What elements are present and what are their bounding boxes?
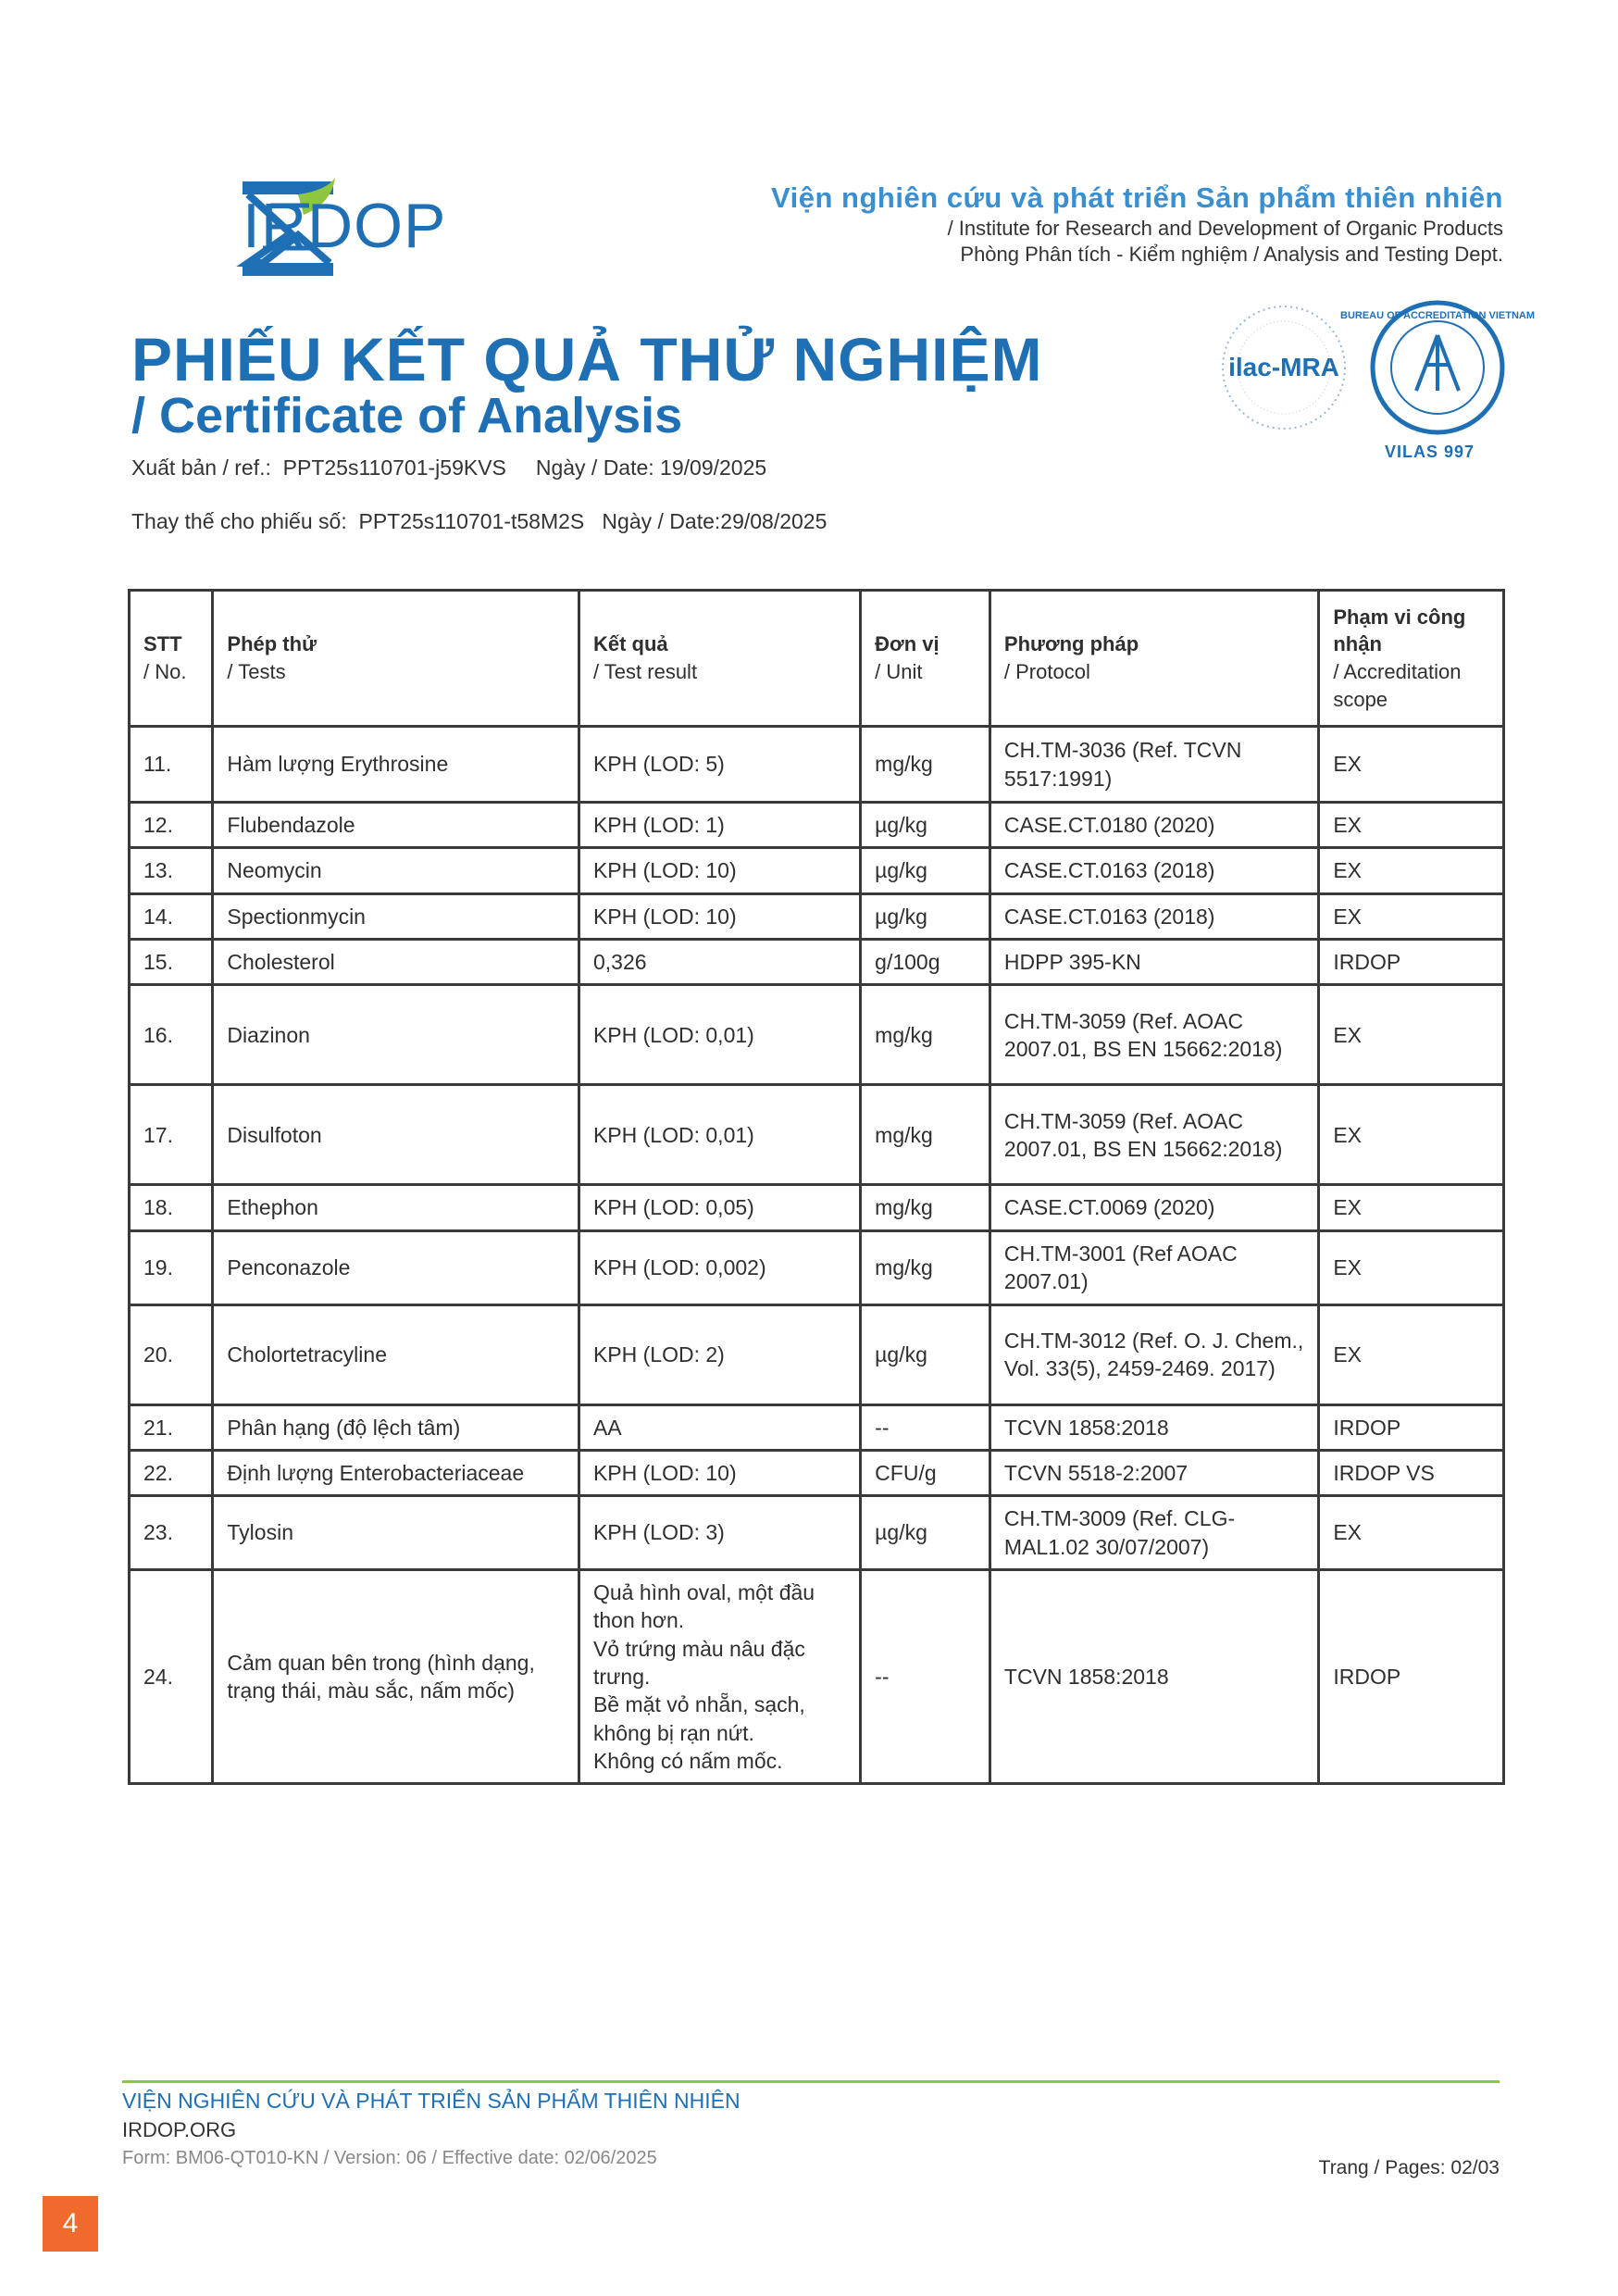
cell-result: KPH (LOD: 10) [579,848,860,893]
cell-result: KPH (LOD: 2) [579,1304,860,1404]
cell-test: Neomycin [213,848,579,893]
cell-unit: mg/kg [861,727,990,803]
cell-unit: µg/kg [861,893,990,939]
cell-test: Flubendazole [213,803,579,848]
footer-institute: VIỆN NGHIÊN CỨU VÀ PHÁT TRIỂN SẢN PHẨM THIÊN NHIÊN [122,2089,741,2113]
cell-scope: EX [1319,803,1504,848]
cell-test: Cholesterol [213,940,579,985]
cell-protocol: CASE.CT.0163 (2018) [989,893,1318,939]
table-row [130,1230,1504,1304]
table-row [130,1185,1504,1230]
cell-no: 22. [130,1450,213,1495]
cell-test: Spectionmycin [213,893,579,939]
document-title-vi: PHIẾU KẾT QUẢ THỬ NGHIỆM [131,325,1043,393]
cell-result: Quả hình oval, một đầu thon hơn. Vỏ trứng màu nâu đặc trưng. Bề mặt vỏ nhẵn, sạch, không bị rạn nứt. Không có nấm mốc. [579,1569,860,1784]
cell-protocol: TCVN 1858:2018 [989,1404,1318,1450]
ilac-mra-seal [1218,302,1350,433]
institute-block [771,181,1503,267]
cell-scope: IRDOP [1319,1569,1504,1784]
cell-test: Phân hạng (độ lệch tâm) [213,1404,579,1450]
cell-unit: CFU/g [861,1450,990,1495]
cell-result: KPH (LOD: 5) [579,727,860,803]
replacement-reference: Thay thế cho phiếu số: PPT25s110701-t58M2S Ngày / Date:29/08/2025 [131,509,828,533]
vilas-number: VILAS 997 [1385,443,1475,461]
cell-protocol: CH.TM-3012 (Ref. O. J. Chem., Vol. 33(5), 2459-2469. 2017) [989,1304,1318,1404]
cell-protocol: CASE.CT.0180 (2020) [989,803,1318,848]
svg-text:ilac-MRA: ilac-MRA [1228,353,1339,381]
cell-no: 17. [130,1085,213,1185]
cell-unit: -- [861,1404,990,1450]
page-number: Trang / Pages: 02/03 [1318,2157,1500,2178]
cell-no: 18. [130,1185,213,1230]
cell-protocol: CH.TM-3001 (Ref AOAC 2007.01) [989,1230,1318,1304]
results-table [128,589,1505,1785]
cell-protocol: TCVN 1858:2018 [989,1569,1318,1784]
table-row [130,848,1504,893]
cell-scope: EX [1319,985,1504,1085]
boa-accreditation-seal [1339,298,1536,437]
cell-no: 14. [130,893,213,939]
cell-no: 15. [130,940,213,985]
svg-text:BUREAU OF ACCREDITATION VIETNA: BUREAU OF ACCREDITATION VIETNAM [1339,310,1536,321]
cell-result: KPH (LOD: 0,01) [579,985,860,1085]
table-row [130,1450,1504,1495]
cell-test: Diazinon [213,985,579,1085]
cell-protocol: CH.TM-3009 (Ref. CLG-MAL1.02 30/07/2007) [989,1496,1318,1570]
cell-unit: µg/kg [861,848,990,893]
cell-no: 16. [130,985,213,1085]
cell-result: KPH (LOD: 10) [579,1450,860,1495]
institute-name-en: / Institute for Research and Development of Organic Products [947,217,1503,240]
cell-scope: EX [1319,1085,1504,1185]
cell-protocol: CH.TM-3059 (Ref. AOAC 2007.01, BS EN 15662:2018) [989,985,1318,1085]
cell-protocol: CH.TM-3059 (Ref. AOAC 2007.01, BS EN 15662:2018) [989,1085,1318,1185]
cell-result: 0,326 [579,940,860,985]
header-unit: Đơn vị / Unit [861,591,990,727]
cell-unit: mg/kg [861,985,990,1085]
document-title-en: / Certificate of Analysis [131,388,683,443]
institute-name-vi: Viện nghiên cứu và phát triển Sản phẩm thiên nhiên [771,181,1503,214]
cell-protocol: HDPP 395-KN [989,940,1318,985]
cell-protocol: CASE.CT.0163 (2018) [989,848,1318,893]
table-row [130,803,1504,848]
cell-unit: µg/kg [861,803,990,848]
cell-unit: µg/kg [861,1496,990,1570]
department-name: Phòng Phân tích - Kiểm nghiệm / Analysis and Testing Dept. [960,243,1503,266]
cell-result: KPH (LOD: 0,002) [579,1230,860,1304]
table-row [130,1085,1504,1185]
table-row [130,893,1504,939]
cell-test: Disulfoton [213,1085,579,1185]
cell-no: 20. [130,1304,213,1404]
cell-unit: mg/kg [861,1230,990,1304]
cell-scope: IRDOP [1319,1404,1504,1450]
table-row [130,1496,1504,1570]
cell-scope: EX [1319,893,1504,939]
footer-form-info: Form: BM06-QT010-KN / Version: 06 / Effective date: 02/06/2025 [122,2148,657,2168]
header-no: STT / No. [130,591,213,727]
footer-website: IRDOP.ORG [122,2118,237,2141]
cell-test: Cholortetracyline [213,1304,579,1404]
cell-protocol: TCVN 5518-2:2007 [989,1450,1318,1495]
table-header-row [130,591,1504,727]
cell-scope: EX [1319,1185,1504,1230]
table-row [130,727,1504,803]
cell-unit: mg/kg [861,1185,990,1230]
cell-result: KPH (LOD: 0,05) [579,1185,860,1230]
logo-wordmark: IRDOP [243,191,447,261]
cell-test: Hàm lượng Erythrosine [213,727,579,803]
cell-unit: mg/kg [861,1085,990,1185]
header-protocol: Phương pháp / Protocol [989,591,1318,727]
table-row [130,1569,1504,1784]
cell-test: Ethephon [213,1185,579,1230]
header-tests: Phép thử / Tests [213,591,579,727]
cell-no: 21. [130,1404,213,1450]
cell-protocol: CH.TM-3036 (Ref. TCVN 5517:1991) [989,727,1318,803]
header-result: Kết quả / Test result [579,591,860,727]
cell-no: 19. [130,1230,213,1304]
cell-scope: EX [1319,1496,1504,1570]
cell-test: Cảm quan bên trong (hình dạng, trạng thái, màu sắc, nấm mốc) [213,1569,579,1784]
cell-test: Tylosin [213,1496,579,1570]
table-row [130,1404,1504,1450]
cell-scope: EX [1319,727,1504,803]
table-row [130,940,1504,985]
footer-divider [122,2080,1500,2083]
header-scope: Phạm vi công nhận / Accreditation scope [1319,591,1504,727]
cell-no: 12. [130,803,213,848]
cell-scope: EX [1319,848,1504,893]
table-row [130,1304,1504,1404]
cell-unit: -- [861,1569,990,1784]
cell-result: KPH (LOD: 0,01) [579,1085,860,1185]
cell-test: Penconazole [213,1230,579,1304]
cell-test: Định lượng Enterobacteriaceae [213,1450,579,1495]
cell-result: KPH (LOD: 1) [579,803,860,848]
cell-result: KPH (LOD: 10) [579,893,860,939]
cell-unit: g/100g [861,940,990,985]
table-row [130,985,1504,1085]
cell-no: 11. [130,727,213,803]
page-badge: 4 [43,2196,98,2252]
cell-scope: IRDOP [1319,940,1504,985]
cell-result: KPH (LOD: 3) [579,1496,860,1570]
cell-protocol: CASE.CT.0069 (2020) [989,1185,1318,1230]
cell-unit: µg/kg [861,1304,990,1404]
cell-scope: EX [1319,1304,1504,1404]
issue-reference: Xuất bản / ref.: PPT25s110701-j59KVS Ngày / Date: 19/09/2025 [131,455,767,480]
cell-no: 23. [130,1496,213,1570]
cell-result: AA [579,1404,860,1450]
cell-scope: EX [1319,1230,1504,1304]
cell-no: 13. [130,848,213,893]
cell-no: 24. [130,1569,213,1784]
cell-scope: IRDOP VS [1319,1450,1504,1495]
